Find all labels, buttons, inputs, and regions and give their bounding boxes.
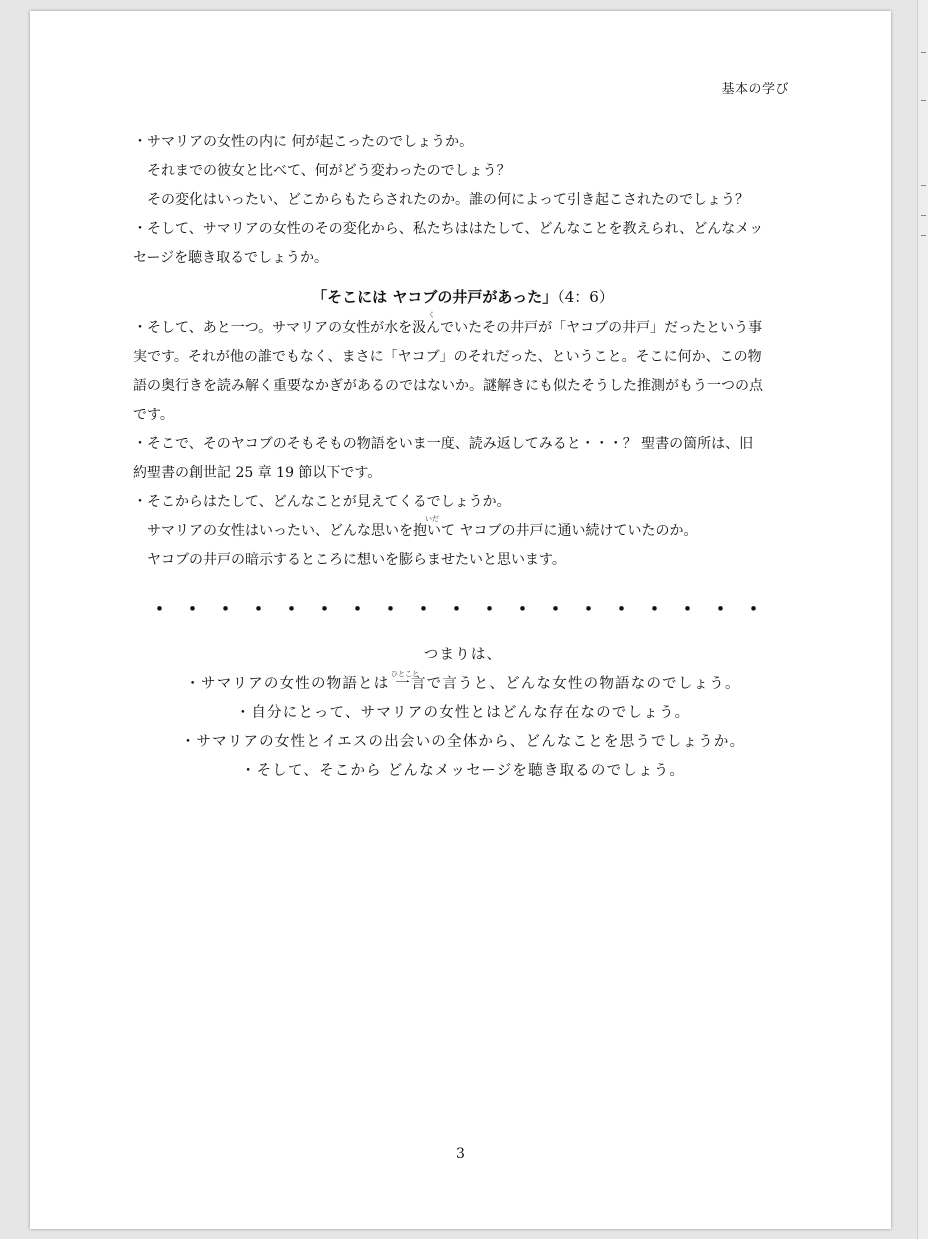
scrollbar-marker (921, 215, 926, 216)
document-page (30, 11, 891, 1229)
paragraph-line: ・そこで、そのヤコブのそもそもの物語をいま一度、読み返してみると・・・？ 聖書の箇所は、旧 (133, 436, 754, 452)
scrollbar[interactable] (917, 0, 928, 1239)
paragraph-line: それまでの彼女と比べて、何がどう変わったのでしょう？ (147, 163, 511, 179)
ruby-annotation: く (428, 311, 435, 319)
paragraph-line: 実です。それが他の誰でもなく、まさに「ヤコブ」のそれだった、ということ。そこに何か、この物 (133, 349, 762, 365)
ruby-annotation: いだ (425, 515, 439, 523)
paragraph-line: ・そして、あと一つ。サマリアの女性が水を汲んでいたその井戸が「ヤコブの井戸」だったという事 (133, 320, 763, 336)
summary-line: ・そして、そこから どんなメッセージを聴き取るのでしょう。 (240, 763, 686, 779)
scrollbar-marker (921, 235, 926, 236)
paragraph-line: です。 (133, 407, 174, 423)
paragraph-line: 約聖書の創世記 25 章 19 節以下です。 (133, 465, 382, 481)
paragraph-line: セージを聴き取るでしょうか。 (133, 250, 329, 266)
scrollbar-marker (921, 52, 926, 53)
paragraph-line: ・そして、サマリアの女性のその変化から、私たちははたして、どんなことを教えられ、どんなメッ (133, 221, 764, 237)
page-number: 3 (456, 1146, 465, 1162)
summary-line: ・自分にとって、サマリアの女性とはどんな存在なのでしょう。 (235, 705, 691, 721)
ruby-annotation: ひとこと (391, 670, 419, 678)
section-heading (133, 284, 793, 310)
summary-line: ・サマリアの女性とイエスの出会いの全体から、どんなことを思うでしょうか。 (180, 734, 746, 750)
paragraph-line: 語の奥行きを読み解く重要なかぎがあるのではないか。謎解きにも似たそうした推測がもう一つの点 (133, 378, 763, 394)
summary-intro: つまりは、 (423, 647, 503, 663)
running-header: 基本の学び (721, 82, 789, 97)
scrollbar-marker (921, 100, 926, 101)
jacob-well-section (133, 311, 793, 575)
scripture-reference: （4：6） (557, 288, 614, 306)
summary-line: ・サマリアの女性の物語とは 一言で言うと、どんな女性の物語なのでしょう。 (185, 676, 741, 692)
paragraph-line: ・そこからはたして、どんなことが見えてくるでしょうか。 (133, 494, 511, 510)
dotted-separator: ・・・・・・・・・・・・・・・・・・・ (149, 597, 777, 621)
paragraph-line: ヤコブの井戸の暗示するところに想いを膨らませたいと思います。 (147, 552, 566, 568)
paragraph-line: ・サマリアの女性の内に 何が起こったのでしょうか。 (133, 134, 474, 150)
questions-section (133, 128, 793, 273)
summary-section (133, 641, 793, 786)
scrollbar-marker (921, 185, 926, 186)
paragraph-line: その変化はいったい、どこからもたらされたのか。誰の何によって引き起こされたのでしょう？ (147, 192, 749, 208)
section-heading-text: 「そこには ヤコブの井戸があった」 (312, 288, 558, 306)
paragraph-line: サマリアの女性はいったい、どんな思いを抱いて ヤコブの井戸に通い続けていたのか。 (147, 523, 698, 539)
